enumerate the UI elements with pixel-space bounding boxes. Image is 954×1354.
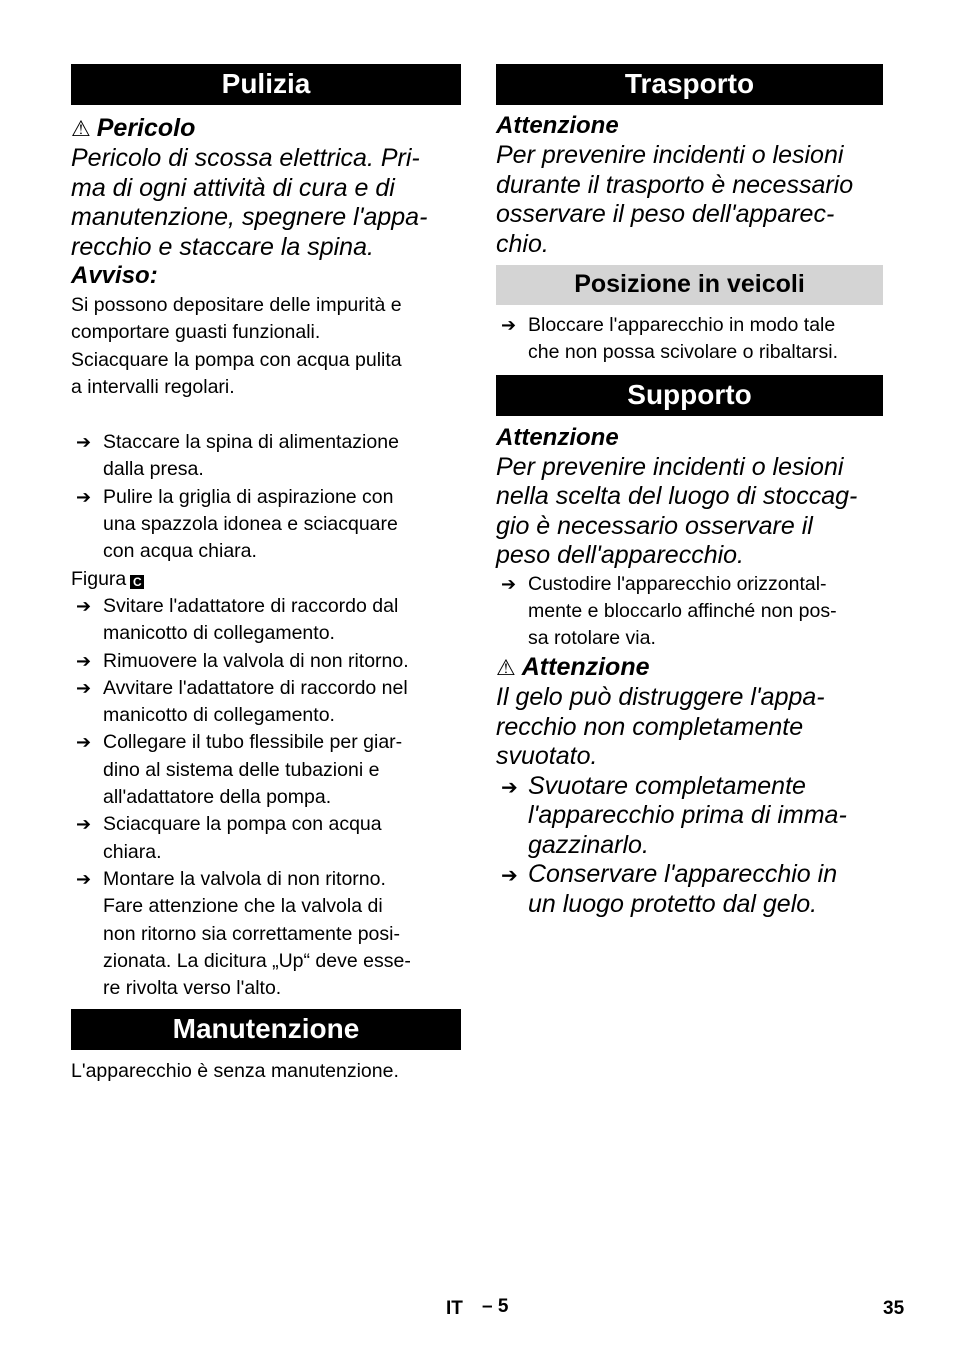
- vehicle-steps: [496, 312, 883, 367]
- arrow-right-icon: ➔: [501, 865, 518, 888]
- step-line: re rivolta verso l'alto.: [103, 977, 282, 1000]
- footer-language: IT: [446, 1298, 463, 1319]
- step-line: manicotto di collegamento.: [103, 704, 335, 727]
- notice-line: Si possono depositare delle impurità e: [71, 294, 402, 316]
- section-heading-posizione: Posizione in veicoli: [496, 265, 883, 305]
- list-item: [71, 593, 461, 648]
- frost-line: Il gelo può distruggere l'appa-: [496, 683, 825, 712]
- section-heading-manutenzione: Manutenzione: [71, 1009, 461, 1050]
- section-heading-trasporto: Trasporto: [496, 64, 883, 105]
- list-item: [71, 811, 461, 866]
- list-item: [71, 429, 461, 484]
- list-item: [71, 729, 461, 811]
- caution-line: peso dell'apparecchio.: [496, 541, 744, 570]
- footer-sub-page: – 5: [482, 1296, 509, 1317]
- arrow-right-icon: ➔: [501, 573, 517, 594]
- maintenance-text: L'apparecchio è senza manutenzione.: [71, 1060, 399, 1083]
- frost-text: [496, 683, 883, 772]
- step-line: sa rotolare via.: [528, 627, 656, 650]
- caution-line: nella scelta del luogo di stoccag-: [496, 482, 858, 511]
- list-item: [496, 772, 883, 861]
- step-line: Montare la valvola di non ritorno.: [103, 867, 386, 890]
- list-item: [496, 860, 883, 919]
- step-line: non ritorno sia correttamente posi-: [103, 922, 400, 945]
- danger-text: [71, 144, 461, 262]
- frost-line: svuotato.: [496, 742, 598, 771]
- arrow-right-icon: ➔: [76, 595, 92, 616]
- frost-title-text: Attenzione: [521, 653, 650, 682]
- arrow-right-icon: ➔: [76, 650, 92, 671]
- arrow-right-icon: ➔: [76, 732, 92, 753]
- warning-triangle-icon: ⚠: [71, 116, 91, 141]
- section-heading-pulizia: Pulizia: [71, 64, 461, 105]
- step-line: Conservare l'apparecchio in: [528, 860, 838, 889]
- figure-label: Figura: [71, 567, 127, 590]
- step-line: dalla presa.: [103, 458, 204, 481]
- danger-line: ma di ogni attività di cura e di: [71, 173, 395, 202]
- step-line: che non possa scivolare o ribaltarsi.: [528, 341, 838, 364]
- arrow-right-icon: ➔: [76, 432, 92, 453]
- step-line: Svuotare completamente: [528, 771, 806, 800]
- caution-line: Per prevenire incidenti o lesioni: [496, 141, 844, 169]
- step-line: Svitare l'adattatore di raccordo dal: [103, 594, 399, 617]
- step-line: una spazzola idonea e sciacquare: [103, 513, 398, 536]
- list-item: [71, 675, 461, 730]
- step-line: zionata. La dicitura „Up“ deve esse-: [103, 949, 411, 972]
- figure-reference: [71, 566, 461, 593]
- step-line: Bloccare l'apparecchio in modo tale: [528, 314, 836, 336]
- danger-line: Pericolo di scossa elettrica. Pri-: [71, 144, 420, 172]
- step-line: manicotto di collegamento.: [103, 622, 335, 645]
- warning-triangle-icon: ⚠: [496, 655, 516, 681]
- step-line: l'apparecchio prima di imma-: [528, 801, 847, 830]
- notice-line: Sciacquare la pompa con acqua pulita: [71, 348, 402, 371]
- step-line: con acqua chiara.: [103, 540, 257, 563]
- step-line: chiara.: [103, 840, 162, 863]
- list-item: [71, 648, 461, 675]
- caution-text: [496, 141, 883, 259]
- step-line: Sciacquare la pompa con acqua: [103, 813, 382, 836]
- caution-line: chio.: [496, 229, 549, 258]
- step-line: Fare attenzione che la valvola di: [103, 895, 383, 918]
- step-line: dino al sistema delle tubazioni e: [103, 758, 380, 781]
- arrow-right-icon: ➔: [76, 868, 92, 889]
- arrow-right-icon: ➔: [76, 486, 92, 507]
- step-line: all'adattatore della pompa.: [103, 786, 332, 809]
- step-line: Collegare il tubo flessibile per giar-: [103, 731, 403, 754]
- arrow-right-icon: ➔: [76, 677, 92, 698]
- danger-title-text: Pericolo: [96, 114, 196, 142]
- figure-ref-badge: C: [130, 575, 144, 589]
- frost-line: recchio non completamente: [496, 712, 804, 741]
- frost-steps: [496, 772, 883, 920]
- left-column: [71, 64, 461, 1086]
- arrow-right-icon: ➔: [501, 776, 518, 799]
- step-line: Rimuovere la valvola di non ritorno.: [103, 649, 409, 672]
- cleaning-steps-a: [71, 429, 461, 565]
- notice-line: comportare guasti funzionali.: [71, 321, 321, 344]
- danger-line: recchio e staccare la spina.: [71, 232, 374, 261]
- step-line: gazzinarlo.: [528, 830, 649, 859]
- caution-line: gio è necessario osservare il: [496, 511, 813, 540]
- list-item: [496, 312, 883, 367]
- caution-title: Attenzione: [496, 112, 619, 139]
- caution-line: durante il trasporto è necessario: [496, 170, 854, 199]
- right-column: [496, 64, 883, 919]
- notice-text: [71, 292, 461, 401]
- caution-line: Per prevenire incidenti o lesioni: [496, 452, 844, 481]
- caution-line: osservare il peso dell'apparec-: [496, 200, 835, 228]
- step-line: Avvitare l'adattatore di raccordo nel: [103, 676, 408, 699]
- arrow-right-icon: ➔: [76, 814, 92, 835]
- notice-line: a intervalli regolari.: [71, 375, 235, 398]
- danger-line: manutenzione, spegnere l'appa-: [71, 203, 428, 231]
- storage-steps: [496, 571, 883, 653]
- step-line: Staccare la spina di alimentazione: [103, 431, 399, 454]
- step-line: mente e bloccarlo affinché non pos-: [528, 599, 837, 622]
- section-heading-supporto: Supporto: [496, 375, 883, 416]
- caution-title: Attenzione: [496, 423, 619, 451]
- cleaning-steps-b: [71, 593, 461, 1002]
- step-line: Custodire l'apparecchio orizzontal-: [528, 572, 827, 595]
- step-line: un luogo protetto dal gelo.: [528, 889, 818, 918]
- list-item: [496, 571, 883, 653]
- danger-title: [71, 113, 461, 144]
- notice-title: Avviso:: [71, 262, 158, 289]
- caution-text: [496, 453, 883, 571]
- list-item: [71, 484, 461, 566]
- frost-title: [496, 652, 883, 683]
- arrow-right-icon: ➔: [501, 315, 517, 335]
- list-item: [71, 866, 461, 1002]
- step-line: Pulire la griglia di aspirazione con: [103, 485, 394, 508]
- page-number: 35: [883, 1298, 905, 1319]
